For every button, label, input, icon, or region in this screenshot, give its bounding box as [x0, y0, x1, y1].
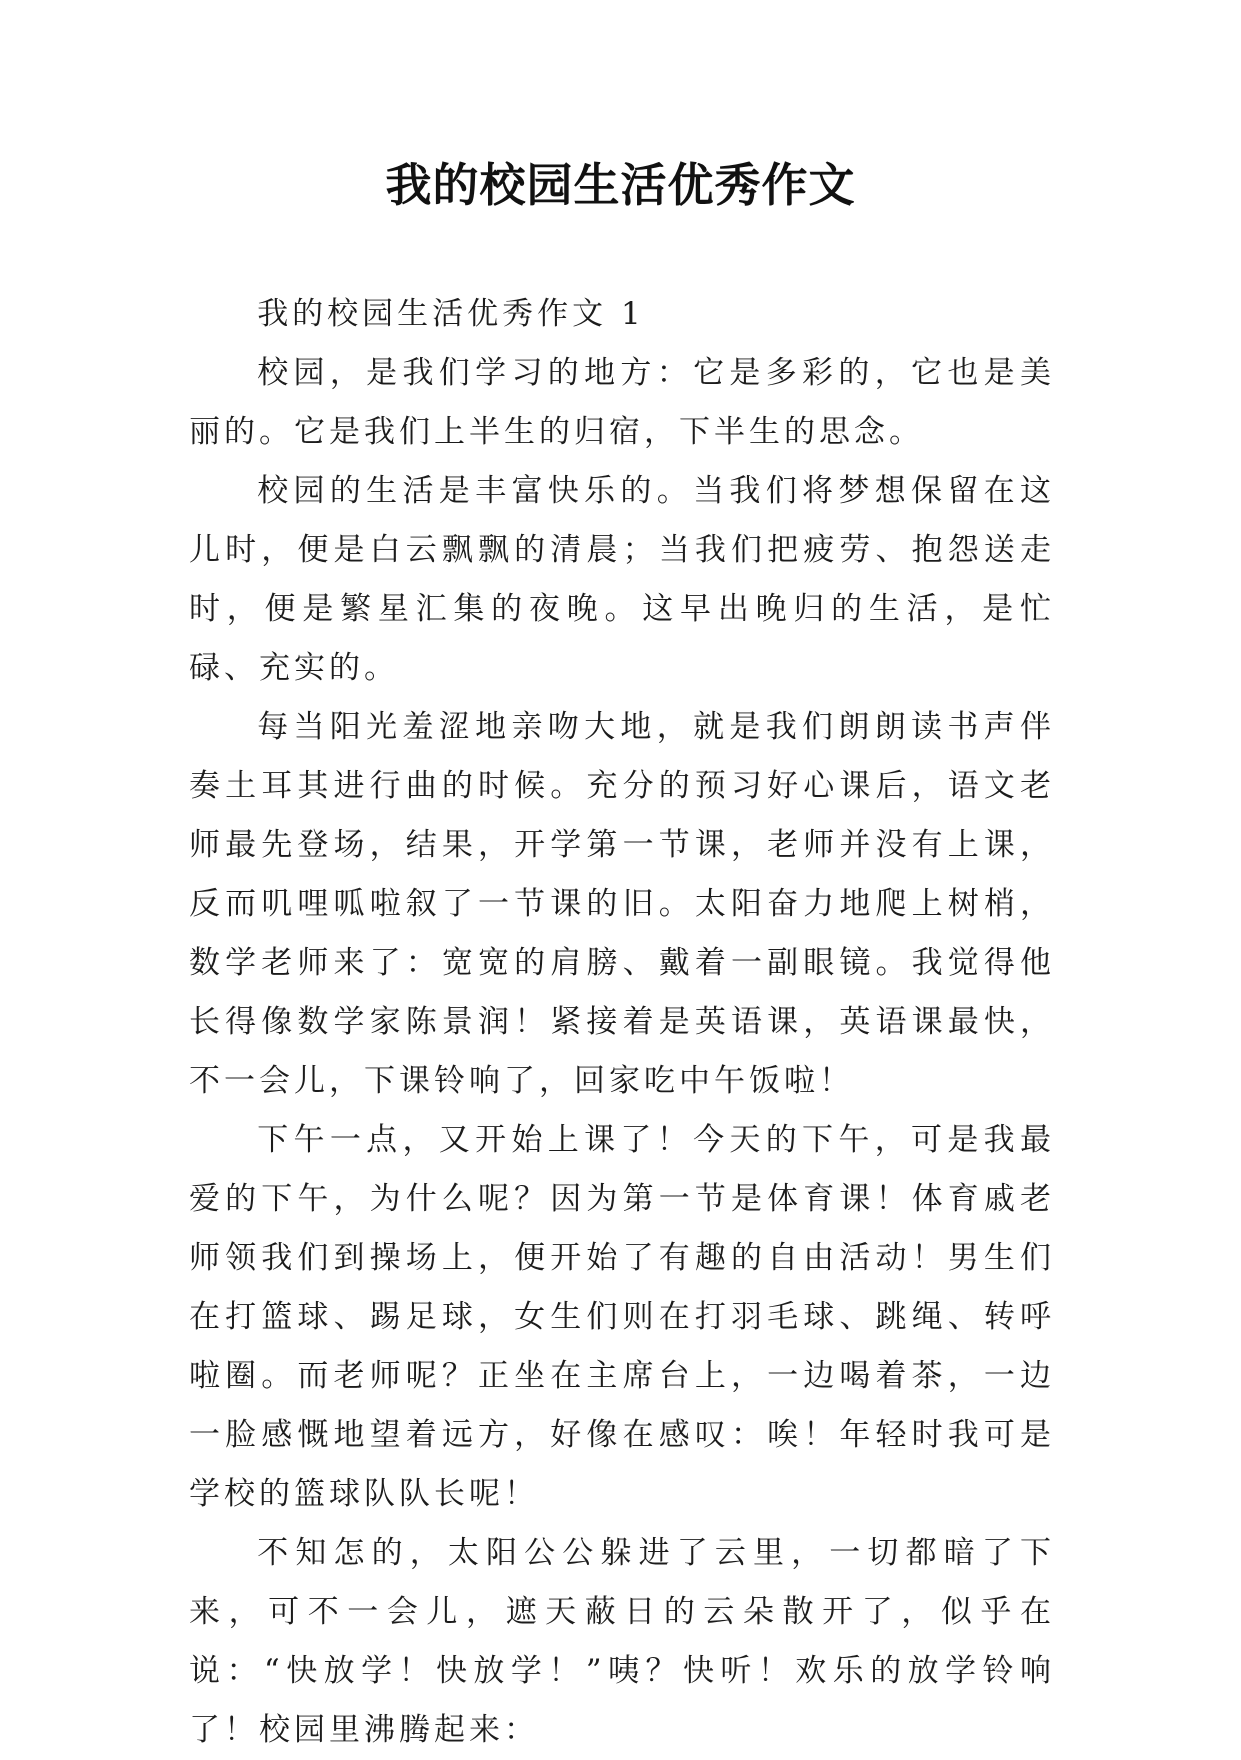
document-body [189, 285, 1055, 1760]
document-title: 我的校园生活优秀作文 [385, 158, 856, 212]
essay-heading: 我的校园生活优秀作文 1 [257, 296, 645, 332]
paragraph: 下午一点，又开始上课了！今天的下午，可是我最爱的下午，为什么呢？因为第一节是体育课！体育戚老师领我们到操场上，便开始了有趣的自由活动！男生们在打篮球、踢足球，女生们则在打羽毛球、跳绳、转呼啦圈。而老师呢？正坐在主席台上，一边喝着茶，一边一脸感慨地望着远方，好像在感叹：唉！年轻时我可是学校的篮球队队长呢！ [189, 1122, 1055, 1512]
paragraph: 每当阳光羞涩地亲吻大地，就是我们朗朗读书声伴奏土耳其进行曲的时候。充分的预习好心课后，语文老师最先登场，结果，开学第一节课，老师并没有上课，反而叽哩呱啦叙了一节课的旧。太阳奋力地爬上树梢，数学老师来了：宽宽的肩膀、戴着一副眼镜。我觉得他长得像数学家陈景润！紧接着是英语课，英语课最快，不一会儿，下课铃响了，回家吃中午饭啦！ [189, 709, 1055, 1099]
paragraph: 不知怎的，太阳公公躲进了云里，一切都暗了下来，可不一会儿，遮天蔽日的云朵散开了，似乎在说：“快放学！快放学！”咦？快听！欢乐的放学铃响了！校园里沸腾起来： [189, 1535, 1055, 1748]
paragraph: 校园，是我们学习的地方：它是多彩的，它也是美丽的。它是我们上半生的归宿，下半生的思念。 [189, 355, 1055, 450]
paragraph: 校园的生活是丰富快乐的。当我们将梦想保留在这儿时，便是白云飘飘的清晨；当我们把疲劳、抱怨送走时，便是繁星汇集的夜晚。这早出晚归的生活，是忙碌、充实的。 [189, 473, 1055, 686]
